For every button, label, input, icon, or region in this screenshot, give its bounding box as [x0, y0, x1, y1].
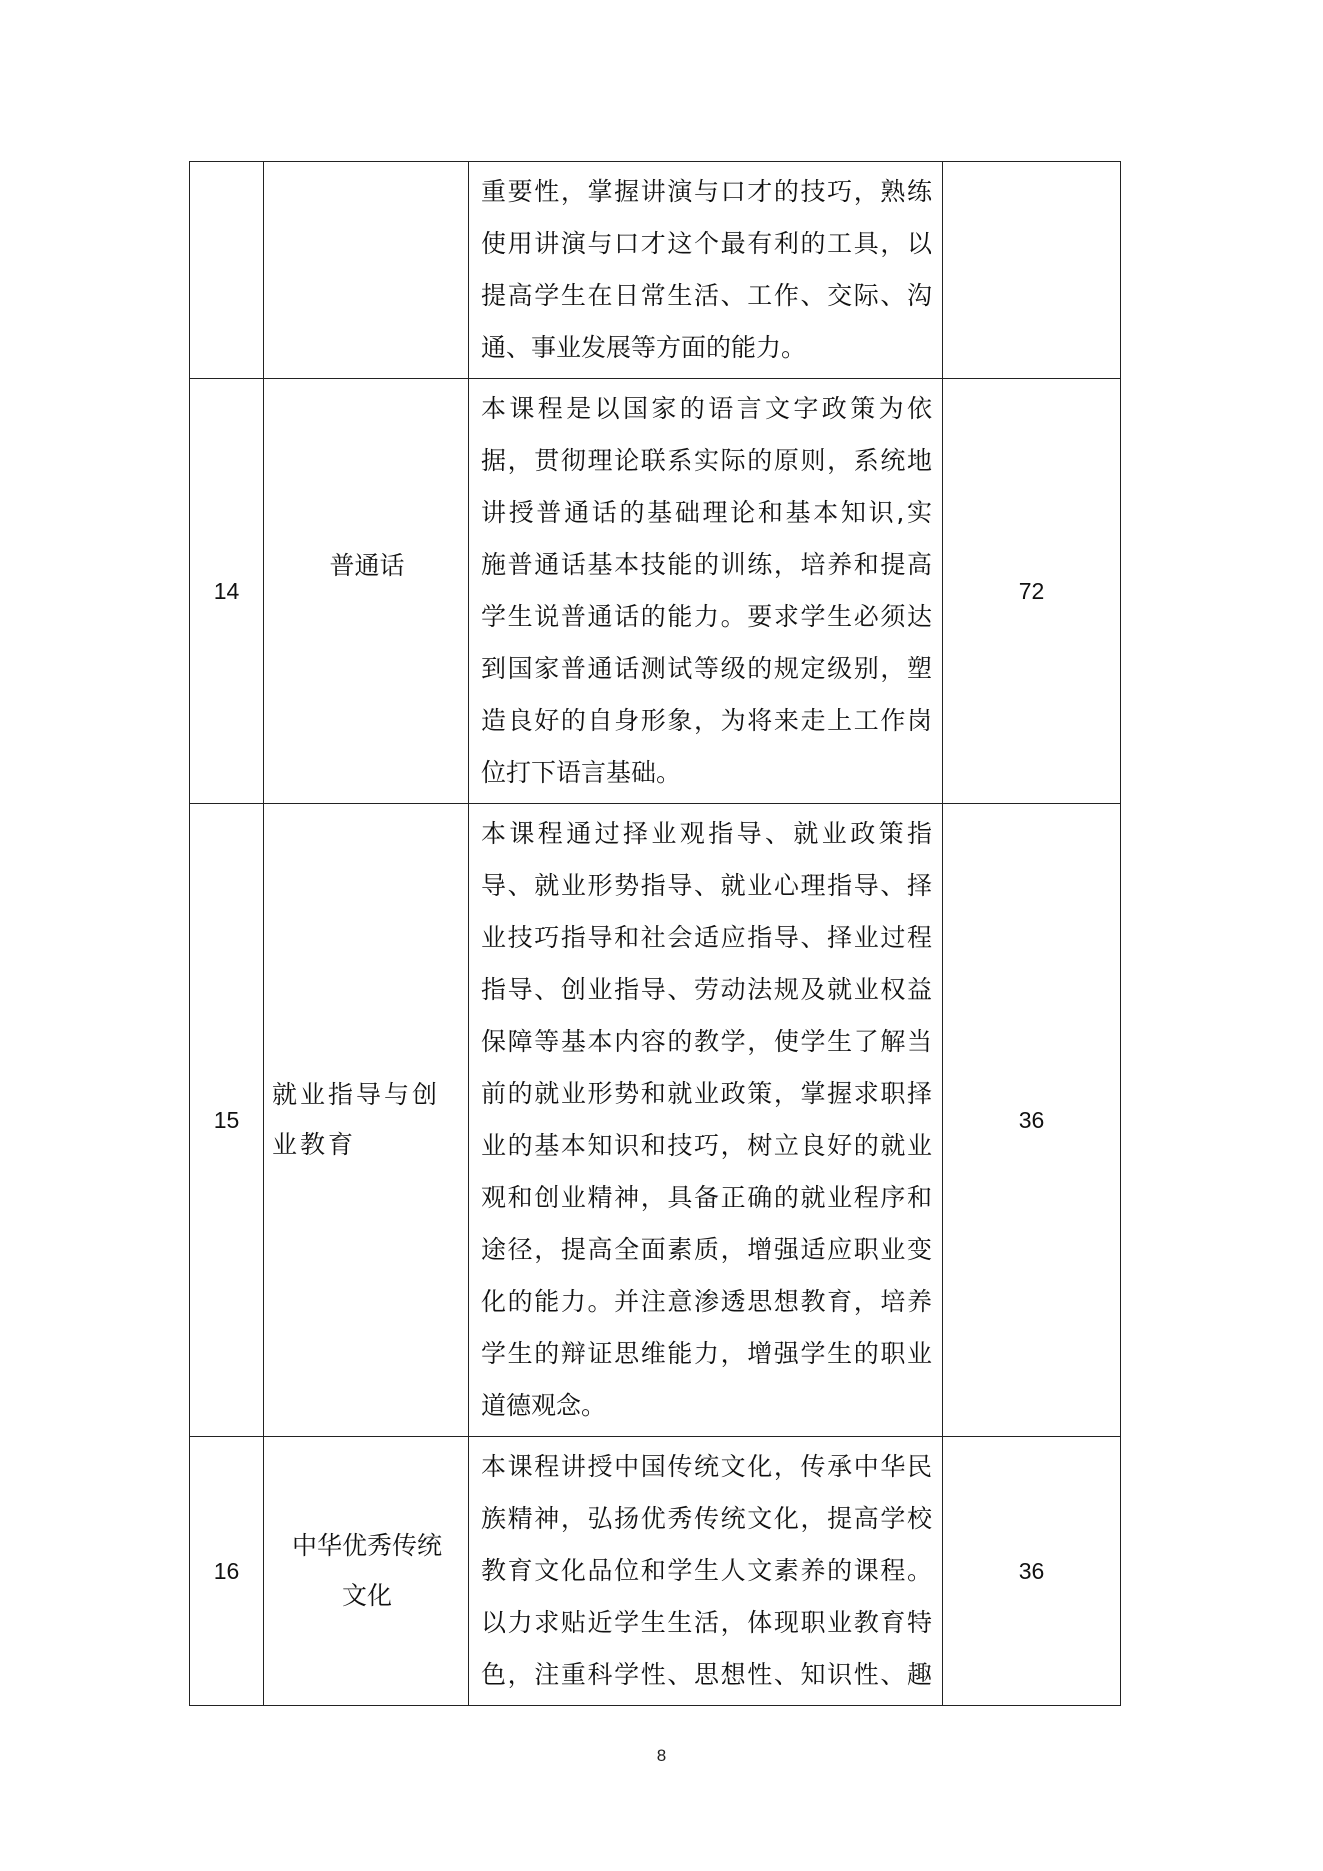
description-line: 族精神，弘扬优秀传统文化，提高学校 [481, 1504, 932, 1533]
description-line: 位打下语言基础。 [481, 758, 682, 787]
table-row [190, 379, 1121, 804]
description-line: 学生说普通话的能力。要求学生必须达 [481, 602, 932, 631]
description-line: 观和创业精神，具备正确的就业程序和 [481, 1183, 932, 1212]
course-name-line: 文化 [341, 1581, 392, 1610]
description-line: 施普通话基本技能的训练，培养和提高 [481, 550, 932, 579]
description-line: 指导、创业指导、劳动法规及就业权益 [481, 975, 932, 1004]
description-line: 到国家普通话测试等级的规定级别，塑 [481, 654, 932, 683]
description-line: 使用讲演与口才这个最有利的工具，以 [481, 229, 932, 258]
course-table [189, 161, 1121, 1706]
description-line: 本课程讲授中国传统文化，传承中华民 [481, 1452, 932, 1481]
row-number-cell [190, 162, 264, 379]
course-description-cell [469, 1437, 943, 1706]
description-line: 提高学生在日常生活、工作、交际、沟 [481, 281, 932, 310]
course-name-line: 就业指导与创 [272, 1080, 441, 1109]
description-line: 前的就业形势和就业政策，掌握求职择 [481, 1079, 932, 1108]
description-line: 业的基本知识和技巧，树立良好的就业 [481, 1131, 932, 1160]
description-line: 教育文化品位和学生人文素养的课程。 [481, 1556, 932, 1585]
row-number-cell: 15 [190, 804, 264, 1437]
table-row [190, 804, 1121, 1437]
hours-cell: 36 [943, 1437, 1121, 1706]
description-line: 道德观念。 [481, 1391, 607, 1420]
course-name-cell [264, 162, 469, 379]
hours-cell [943, 162, 1121, 379]
description-line: 讲授普通话的基础理论和基本知识,实 [481, 498, 932, 527]
course-name-cell [264, 804, 469, 1437]
description-line: 化的能力。并注意渗透思想教育，培养 [481, 1287, 932, 1316]
row-number-cell: 16 [190, 1437, 264, 1706]
description-line: 以力求贴近学生生活，体现职业教育特 [481, 1608, 932, 1637]
description-line: 据，贯彻理论联系实际的原则，系统地 [481, 446, 932, 475]
course-name-cell [264, 379, 469, 804]
description-line: 学生的辩证思维能力，增强学生的职业 [481, 1339, 932, 1368]
course-name-line: 业教育 [272, 1130, 357, 1159]
description-line: 本课程是以国家的语言文字政策为依 [481, 394, 932, 423]
hours-cell: 36 [943, 804, 1121, 1437]
description-line: 本课程通过择业观指导、就业政策指 [481, 819, 932, 848]
description-line: 造良好的自身形象，为将来走上工作岗 [481, 706, 932, 735]
hours-cell: 72 [943, 379, 1121, 804]
description-line: 重要性，掌握讲演与口才的技巧，熟练 [481, 177, 932, 206]
description-line: 保障等基本内容的教学，使学生了解当 [481, 1027, 932, 1056]
course-description-cell [469, 162, 943, 379]
course-description-cell [469, 804, 943, 1437]
table-row [190, 162, 1121, 379]
course-name-line: 中华优秀传统 [291, 1531, 442, 1560]
row-number-cell: 14 [190, 379, 264, 804]
description-line: 导、就业形势指导、就业心理指导、择 [481, 871, 932, 900]
page-number: 8 [656, 1746, 667, 1765]
description-line: 色，注重科学性、思想性、知识性、趣 [481, 1660, 932, 1689]
course-description-cell [469, 379, 943, 804]
description-line: 通、事业发展等方面的能力。 [481, 333, 807, 362]
table-row [190, 1437, 1121, 1706]
course-name: 普通话 [329, 551, 405, 580]
description-line: 业技巧指导和社会适应指导、择业过程 [481, 923, 932, 952]
description-line: 途径，提高全面素质，增强适应职业变 [481, 1235, 932, 1264]
course-name-cell [264, 1437, 469, 1706]
